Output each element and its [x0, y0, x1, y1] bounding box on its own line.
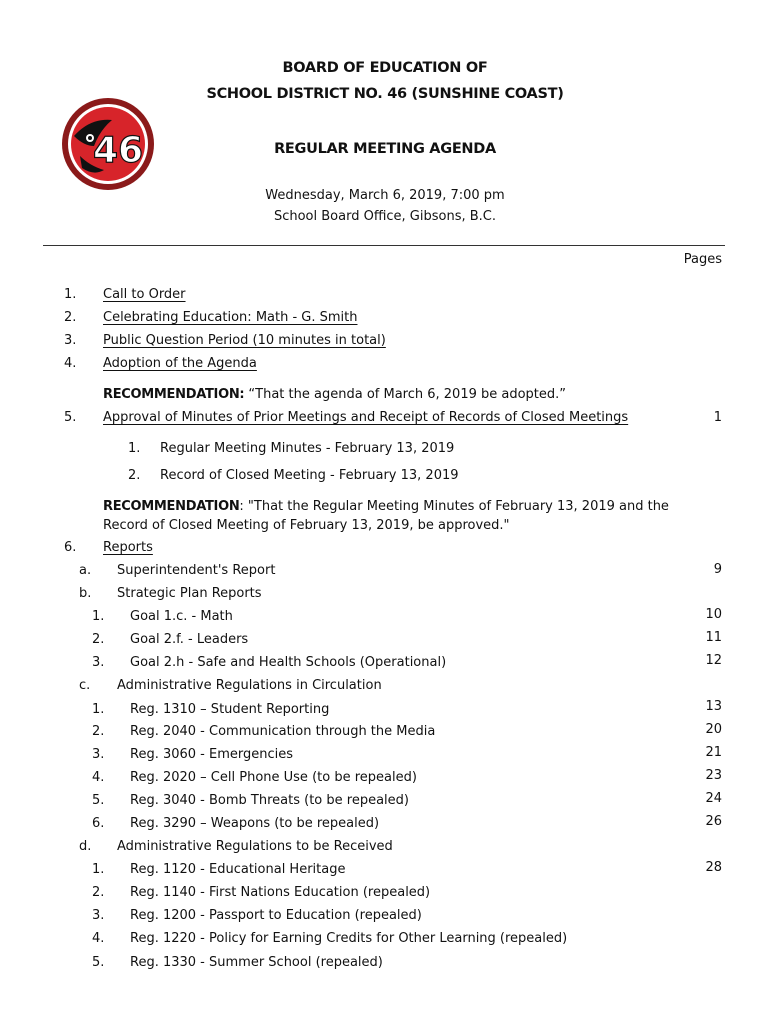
- report-item: Reg. 2020 – Cell Phone Use (to be repealed): [130, 770, 417, 785]
- item-number: 4.: [64, 356, 77, 371]
- page-ref: 10: [705, 607, 722, 622]
- item-number: 6.: [64, 540, 77, 555]
- board-heading-line1: BOARD OF EDUCATION OF: [282, 60, 488, 76]
- agenda-item-reports[interactable]: Reports: [103, 540, 153, 555]
- header-divider: [43, 245, 725, 246]
- report-regulations-circulation: Administrative Regulations in Circulation: [117, 678, 382, 693]
- report-item: Reg. 1120 - Educational Heritage: [130, 862, 346, 877]
- item-number: 1.: [64, 287, 77, 302]
- sub-item: Record of Closed Meeting - February 13, 2019: [160, 468, 459, 483]
- agenda-item-public-question[interactable]: Public Question Period (10 minutes in total): [103, 333, 386, 348]
- recommendation-agenda: [103, 387, 566, 403]
- sub-number: 1.: [92, 702, 105, 717]
- recommendation-text: : "That the Regular Meeting Minutes of February 13, 2019 and the: [239, 499, 669, 514]
- pages-label: Pages: [683, 252, 722, 267]
- sub-number: 4.: [92, 770, 105, 785]
- sub-number: 2.: [92, 724, 105, 739]
- agenda-item-approval-minutes[interactable]: Approval of Minutes of Prior Meetings and Receipt of Records of Closed Meetings: [103, 410, 629, 425]
- report-item: Reg. 3060 - Emergencies: [130, 747, 294, 762]
- page-ref: 23: [705, 768, 722, 783]
- sub-letter: d.: [79, 839, 92, 854]
- page-ref: 13: [705, 699, 722, 714]
- report-item: Reg. 1220 - Policy for Earning Credits for Other Learning (repealed): [130, 931, 568, 946]
- report-item: Goal 2.h - Safe and Health Schools (Operational): [130, 655, 447, 670]
- sub-number: 2.: [92, 885, 105, 900]
- sub-number: 3.: [92, 747, 105, 762]
- page-ref: 20: [705, 722, 722, 737]
- agenda-item-celebrating-education[interactable]: Celebrating Education: Math - G. Smith: [103, 310, 358, 325]
- item-number: 2.: [64, 310, 77, 325]
- report-item: Reg. 2040 - Communication through the Media: [130, 724, 436, 739]
- sub-item: Regular Meeting Minutes - February 13, 2019: [160, 441, 455, 456]
- meeting-date: Wednesday, March 6, 2019, 7:00 pm: [265, 188, 505, 203]
- logo-number: 46: [92, 130, 144, 171]
- report-regulations-received: Administrative Regulations to be Received: [117, 839, 393, 854]
- sub-number: 1.: [128, 441, 141, 456]
- page-ref: 11: [705, 630, 722, 645]
- sub-number: 6.: [92, 816, 105, 831]
- page-ref: 9: [713, 562, 722, 577]
- page-ref: 28: [705, 860, 722, 875]
- page-ref: 1: [713, 410, 722, 425]
- recommendation-label: RECOMMENDATION:: [103, 387, 245, 402]
- sub-number: 5.: [92, 955, 105, 970]
- recommendation-text: “That the agenda of March 6, 2019 be adopted.”: [244, 387, 567, 402]
- report-strategic-plan: Strategic Plan Reports: [117, 586, 262, 601]
- report-item: Reg. 1140 - First Nations Education (repealed): [130, 885, 431, 900]
- report-superintendent: Superintendent's Report: [117, 563, 276, 578]
- agenda-item-call-to-order[interactable]: Call to Order: [103, 287, 186, 302]
- sub-number: 2.: [92, 632, 105, 647]
- sub-number: 3.: [92, 655, 105, 670]
- item-number: 3.: [64, 333, 77, 348]
- page-ref: 26: [705, 814, 722, 829]
- report-item: Reg. 1330 - Summer School (repealed): [130, 955, 383, 970]
- sub-number: 4.: [92, 931, 105, 946]
- page-ref: 12: [705, 653, 722, 668]
- report-item: Goal 1.c. - Math: [130, 609, 233, 624]
- report-item: Reg. 3040 - Bomb Threats (to be repealed): [130, 793, 409, 808]
- report-item: Reg. 3290 – Weapons (to be repealed): [130, 816, 380, 831]
- report-item: Reg. 1200 - Passport to Education (repealed): [130, 908, 422, 923]
- meeting-location: School Board Office, Gibsons, B.C.: [273, 209, 497, 224]
- sub-letter: b.: [79, 586, 92, 601]
- page-ref: 24: [705, 791, 722, 806]
- agenda-item-adoption[interactable]: Adoption of the Agenda: [103, 356, 257, 371]
- report-item: Reg. 1310 – Student Reporting: [130, 702, 330, 717]
- sub-letter: c.: [79, 678, 91, 693]
- sub-letter: a.: [79, 563, 92, 578]
- recommendation-minutes: [103, 499, 669, 515]
- item-number: 5.: [64, 410, 77, 425]
- report-item: Goal 2.f. - Leaders: [130, 632, 249, 647]
- recommendation-text-cont: Record of Closed Meeting of February 13, 2019, be approved.": [103, 518, 510, 533]
- sub-number: 5.: [92, 793, 105, 808]
- page-title: REGULAR MEETING AGENDA: [274, 141, 496, 157]
- recommendation-label: RECOMMENDATION: [103, 499, 240, 514]
- board-heading-line2: SCHOOL DISTRICT NO. 46 (SUNSHINE COAST): [206, 86, 564, 102]
- page-ref: 21: [705, 745, 722, 760]
- sub-number: 3.: [92, 908, 105, 923]
- sub-number: 1.: [92, 862, 105, 877]
- sub-number: 1.: [92, 609, 105, 624]
- sub-number: 2.: [128, 468, 141, 483]
